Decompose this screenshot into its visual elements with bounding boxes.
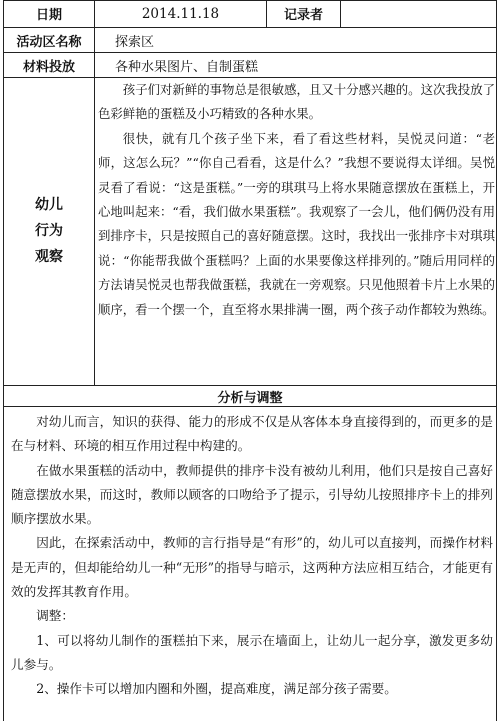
behavior-label-line: 观察 (35, 249, 63, 265)
adjustment-item: 1、可以将幼儿制作的蛋糕拍下来，展示在墙面上，让幼儿一起分享，激发更多幼儿参与。 (11, 632, 493, 672)
observation-paragraph: 很快，就有几个孩子坐下来，看了看这些材料，吴悦灵问道：“老师，这怎么玩？”“你自己看看，这是什么？”我想不要说得太详细。吴悦灵看了看说：“这是蛋糕。”一旁的琪琪马上将水果随意摆放在蛋糕上，开心地叫起来：“看，我们做水果蛋糕”。我观察了一会儿，他们俩仍没有用到排序卡，只是按照自己的喜好随意摆。这时，我找出一张排序卡对琪琪说：“你能帮我做个蛋糕吗？上面的水果要像这样排列的。”随后用同样的方法请吴悦灵也帮我做蛋糕，我就在一旁观察。只见他照着卡片上水果的顺序，看一个摆一个，直至将水果排满一圈，两个孩子动作都较为熟练。 (98, 130, 495, 317)
materials-value: 各种水果图片、自制蛋糕 (115, 59, 259, 75)
behavior-label (4, 78, 94, 384)
analysis-paragraph: 因此，在探索活动中，教师的言行指导是“有形”的，幼儿可以直接判，而操作材料是无声的，但却能给幼儿一种“无形”的指导与暗示，这两种方法应相互结合，才能更有效的发挥其教育作用。 (11, 535, 493, 600)
recorder-value (341, 0, 497, 27)
analysis-paragraph: 在做水果蛋糕的活动中，教师提供的排序卡没有被幼儿利用，他们只是按自己喜好随意摆放水果，而这时，教师以顾客的口吻给予了提示，引导幼儿按照排序卡上的排列顺序摆放水果。 (11, 462, 493, 527)
behavior-label-line: 幼儿 (35, 197, 63, 213)
adjustment-heading: 调整： (36, 608, 74, 624)
behavior-label-line: 行为 (35, 223, 63, 239)
adjustment-item: 2、操作卡可以增加内圈和外圈，提高难度，满足部分孩子需要。 (36, 681, 397, 697)
table-rule (4, 406, 496, 407)
analysis-paragraph: 对幼儿而言，知识的获得、能力的形成不仅是从客体本身直接得到的，而更多的是在与材料、环境的相互作用过程中构建的。 (11, 414, 493, 454)
recorder-label: 记录者 (283, 8, 323, 23)
record-form (3, 0, 497, 721)
observation-paragraph: 孩子们对新鲜的事物总是很敏感，且又十分感兴趣的。这次我投放了色彩鲜艳的蛋糕及小巧精致的各种水果。 (98, 82, 495, 122)
materials-label: 材料投放 (22, 59, 75, 75)
date-value: 2014.11.18 (141, 5, 220, 22)
behavior-observation-text (98, 78, 495, 322)
analysis-title: 分析与调整 (217, 390, 283, 406)
date-label: 日期 (35, 8, 62, 23)
activity-label: 活动区名称 (16, 34, 82, 50)
activity-value: 探索区 (115, 34, 155, 50)
analysis-text (11, 410, 493, 702)
